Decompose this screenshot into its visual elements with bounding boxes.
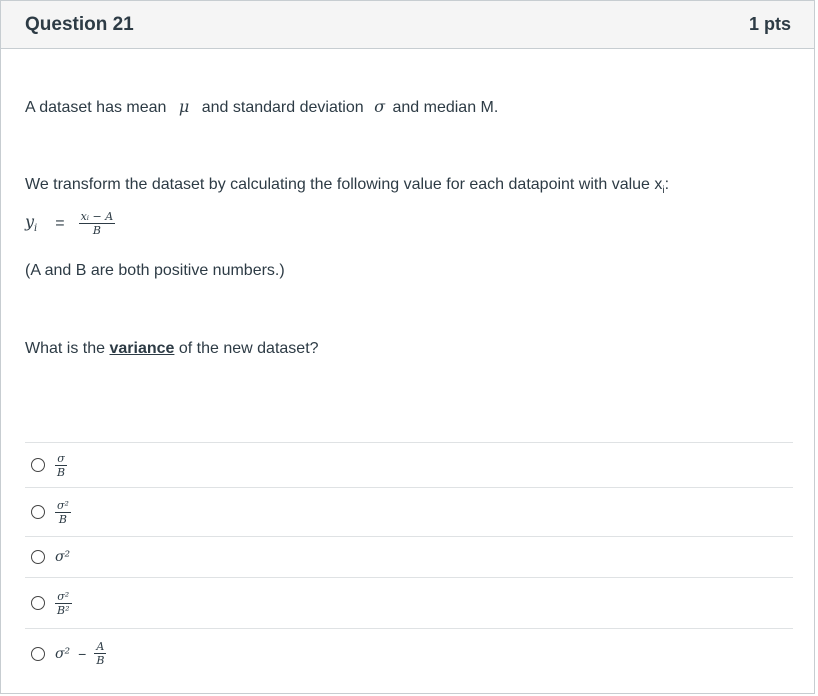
fraction-denominator: B (96, 654, 105, 667)
answer-option[interactable] (25, 536, 793, 577)
answer-label[interactable] (55, 549, 70, 565)
answer-option[interactable] (25, 487, 793, 536)
answer-fraction (55, 500, 71, 525)
prompt-text: and standard deviation (201, 99, 364, 116)
fraction-denominator: B (92, 224, 101, 237)
prompt-text: A dataset has mean (25, 99, 167, 116)
answer-fraction (55, 453, 67, 478)
prompt-line-2 (25, 176, 669, 196)
sigma-symbol: σ (374, 97, 386, 116)
answer-option[interactable] (25, 577, 793, 628)
radio-button[interactable] (31, 458, 45, 472)
fraction-numerator: σ (57, 451, 65, 465)
radio-button[interactable] (31, 596, 45, 610)
radio-button[interactable] (31, 550, 45, 564)
prompt-line-1 (25, 97, 498, 117)
prompt-text: and median M. (392, 99, 499, 116)
answer-label[interactable] (55, 453, 67, 478)
fraction-numerator: A (96, 640, 105, 653)
fraction-numerator: xᵢ − A (80, 210, 114, 223)
subscript: i (662, 185, 665, 197)
answer-option[interactable] (25, 442, 793, 487)
answer-expression: σ² (55, 645, 71, 662)
question-header (1, 1, 814, 49)
equals-sign: = (55, 214, 65, 232)
radio-button[interactable] (31, 647, 45, 661)
note-text: (A and B are both positive numbers.) (25, 262, 285, 279)
radio-button[interactable] (31, 505, 45, 519)
variance-link[interactable]: variance (109, 340, 175, 357)
question-points: 1 pts (748, 14, 791, 34)
question-line (25, 340, 319, 358)
fraction-numerator: σ² (57, 498, 69, 512)
prompt-text: : (664, 176, 670, 193)
answer-option[interactable] (25, 628, 793, 678)
prompt-text: What is the (25, 340, 106, 357)
fraction-numerator: σ² (57, 589, 70, 603)
answer-fraction (55, 591, 72, 616)
answer-label[interactable] (55, 500, 71, 525)
prompt-text: We transform the dataset by calculating the following value for each datapoint with value x (25, 176, 663, 193)
formula-lhs: $y_i$ (25, 212, 38, 235)
answer-label[interactable] (55, 641, 106, 666)
answer-expression: σ² (55, 549, 71, 565)
fraction-denominator: B (58, 512, 67, 526)
formula (25, 211, 115, 236)
formula-fraction (79, 211, 116, 236)
answer-label[interactable] (55, 591, 72, 616)
prompt-text: of the new dataset? (178, 340, 319, 357)
mu-symbol: μ (178, 97, 190, 116)
minus-sign: − (78, 645, 87, 662)
answer-fraction (94, 641, 106, 666)
fraction-denominator: B² (57, 603, 70, 617)
fraction-denominator: B (57, 465, 66, 479)
question-title: Question 21 (25, 13, 134, 35)
